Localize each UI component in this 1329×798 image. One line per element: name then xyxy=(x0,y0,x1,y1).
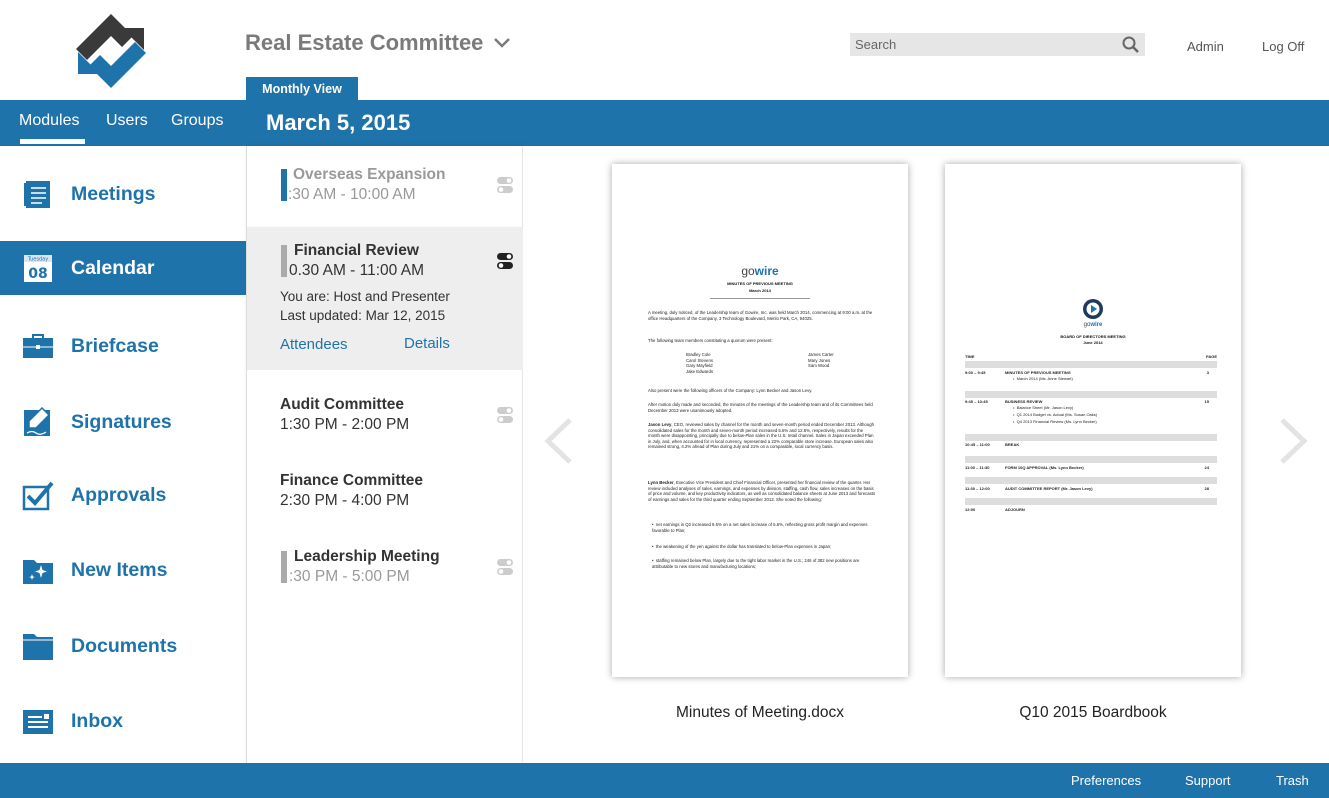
agenda-title: BUSINESS REVIEW xyxy=(1005,399,1043,404)
doc-text: net earnings in Q2 increased 9.5% on a net sales increase of 5.6%, reflecting gross profit margin and expenses favorable to Plan; xyxy=(652,522,868,533)
agenda-divider xyxy=(965,434,1217,441)
sidebar-item-label: Documents xyxy=(71,634,178,657)
doc-paragraph: A meeting, duly noticed, of the Leadership team of Gowire, Inc. was held March 2014, commencing at 9:00 a.m. at the office Headquarters of the Company, 3 Technology Boulevard, Menlo Park, CA, 94025. xyxy=(648,310,873,321)
doc-brand-logo xyxy=(612,264,908,278)
doc-brand-logo xyxy=(945,322,1241,328)
doc-paragraph xyxy=(648,480,876,502)
doc-paragraph: After motion duly made and seconded, the minutes of the meetings of the Leadership team and of its Committees held December 2013 were unanimously adopted. xyxy=(648,402,873,413)
meeting-title: Leadership Meeting xyxy=(294,548,440,565)
doc-person: Lynn Becker xyxy=(648,480,674,485)
doc-attendee: Sam Wood xyxy=(808,363,830,369)
sidebar-item-label: Briefcase xyxy=(71,334,159,357)
agenda-subitem: • Q4 2013 Financial Review (Ms. Lynn Becker) xyxy=(1013,419,1097,424)
meeting-item[interactable] xyxy=(247,538,523,598)
sidebar-item-meetings[interactable] xyxy=(0,167,246,221)
calendar-icon-month: Tuesday xyxy=(27,256,49,263)
agenda-page: 3 xyxy=(1206,370,1209,375)
document-carousel xyxy=(523,146,1329,763)
meeting-indicator xyxy=(281,245,287,277)
toggle-icon[interactable] xyxy=(497,253,513,269)
document-thumbnail[interactable] xyxy=(612,164,908,677)
meeting-updated: Last updated: Mar 12, 2015 xyxy=(280,308,446,323)
doc-divider xyxy=(710,298,810,299)
doc-subheading: March 2014 xyxy=(749,288,771,293)
meeting-title: Overseas Expansion xyxy=(293,166,446,183)
sidebar-item-label: Meetings xyxy=(71,182,156,205)
meeting-item[interactable] xyxy=(247,462,523,522)
agenda-time: 11:00 – 11:30 xyxy=(965,465,990,470)
doc-bullet: • net earnings in Q2 increased 9.5% on a net sales increase of 5.6%, reflecting gross profit margin and expenses favorable to Plan; xyxy=(652,522,868,533)
signature-icon xyxy=(22,406,54,438)
agenda-time: 9:00 – 9:45 xyxy=(965,370,986,375)
trash-link[interactable]: Trash xyxy=(1276,773,1309,788)
agenda-page: 28 xyxy=(1204,486,1209,491)
doc-heading: MINUTES OF PREVIOUS MEETING xyxy=(727,281,793,286)
agenda-page: 24 xyxy=(1204,465,1209,470)
doc-person: Jason Levy xyxy=(648,422,672,427)
doc-text: the weakening of the yen against the dollar has translated to below-Plan expenses in Japan; xyxy=(655,544,832,549)
sidebar-item-label: Inbox xyxy=(71,709,123,732)
doc-attendee-list xyxy=(686,352,766,374)
agenda-subitem-text: Q4 2013 Financial Review (Ms. Lynn Becker) xyxy=(1016,419,1097,424)
meeting-item[interactable] xyxy=(247,386,523,446)
agenda-row xyxy=(965,465,1217,470)
sidebar-item-briefcase[interactable] xyxy=(0,319,246,373)
agenda-title: AUDIT COMMITTEE REPORT (Mr. Jason Levy) xyxy=(1005,486,1093,491)
meeting-title: Finance Committee xyxy=(280,472,423,489)
agenda-page: 15 xyxy=(1204,399,1209,404)
preferences-link[interactable]: Preferences xyxy=(1071,773,1142,788)
active-tab-indicator xyxy=(20,139,85,144)
doc-attendee: Mary Jones xyxy=(808,357,831,363)
sidebar-item-label: New Items xyxy=(71,558,168,581)
sidebar-item-label: Calendar xyxy=(71,256,155,279)
doc-bullet: • staffing remained below Plan, largely due to the tight labor market in the U.S.; 246 of 382 new positions are attributable to new stores and manufacturing locations; xyxy=(652,558,860,569)
committee-selector[interactable] xyxy=(245,30,511,56)
attendees-link[interactable]: Attendees xyxy=(280,336,348,353)
agenda-divider xyxy=(965,456,1217,463)
doc-brand-post: wire xyxy=(1090,322,1103,328)
agenda-header xyxy=(965,354,1217,359)
sidebar-item-label: Signatures xyxy=(71,410,172,433)
doc-attendee: Bradley Cole xyxy=(686,352,711,357)
agenda-col-time: TIME xyxy=(965,354,975,359)
logoff-link[interactable]: Log Off xyxy=(1262,39,1305,54)
doc-paragraph: Also present were the following officers of the Company: Lynn Becker and Jason Levy. xyxy=(648,388,813,393)
support-link[interactable]: Support xyxy=(1185,773,1231,788)
meeting-title: Audit Committee xyxy=(280,396,404,413)
agenda-row xyxy=(965,442,1217,447)
tab-modules[interactable]: Modules xyxy=(19,112,80,129)
tab-users[interactable]: Users xyxy=(106,112,148,129)
agenda-col-page: PAGE xyxy=(1205,354,1217,359)
search-icon[interactable] xyxy=(1121,35,1141,55)
doc-text: staffing remained below Plan, largely due to the tight labor market in the U.S.; 246 of 382 new positions are attributable to new stores and manufacturing locations; xyxy=(652,558,860,569)
sidebar-item-inbox[interactable] xyxy=(0,694,246,748)
meeting-time: 2:30 PM - 4:00 PM xyxy=(280,492,410,509)
toggle-icon[interactable] xyxy=(497,407,513,423)
doc-attendee: Jake Edwards xyxy=(686,368,713,374)
agenda-divider xyxy=(965,498,1217,505)
approvals-icon xyxy=(22,479,54,511)
doc-brand-pre: go xyxy=(1083,322,1091,328)
sidebar-item-approvals[interactable] xyxy=(0,468,246,522)
meeting-item[interactable] xyxy=(247,156,523,226)
folder-icon xyxy=(22,630,54,662)
agenda-row xyxy=(965,486,1217,491)
agenda-row xyxy=(965,370,1217,375)
meeting-indicator xyxy=(281,551,287,583)
toggle-icon[interactable] xyxy=(497,559,513,575)
agenda-divider xyxy=(965,391,1217,398)
doc-paragraph xyxy=(648,422,876,450)
tab-groups[interactable]: Groups xyxy=(171,112,224,129)
details-link[interactable]: Details xyxy=(404,335,450,352)
agenda-subitem-text: Q1 2014 Budget vs. Actual (Ms. Susan Oaks) xyxy=(1016,412,1098,417)
meeting-time: :30 AM - 10:00 AM xyxy=(288,186,416,203)
doc-attendee-list xyxy=(808,352,888,369)
doc-bullet: • the weakening of the yen against the dollar has translated to below-Plan expenses in Japan; xyxy=(652,544,832,549)
agenda-subitem: • March 2014 (Ms. Anne Stewart) xyxy=(1013,376,1073,381)
sidebar-item-documents[interactable] xyxy=(0,619,246,673)
agenda-title: BREAK xyxy=(1005,442,1020,447)
doc-brand-post: wire xyxy=(754,264,779,278)
meeting-time: 1:30 PM - 2:00 PM xyxy=(280,416,410,433)
agenda-subitem-text: March 2014 (Ms. Anne Stewart) xyxy=(1016,376,1073,381)
document-name[interactable]: Q10 2015 Boardbook xyxy=(1019,704,1167,721)
tab-monthly-view[interactable]: Monthly View xyxy=(246,77,358,101)
agenda-title: FORM 10Q APPROVAL (Ms. Lynn Becker) xyxy=(1005,465,1084,470)
agenda-time: 11:30 – 12:00 xyxy=(965,486,990,491)
meeting-time: :30 PM - 5:00 PM xyxy=(289,568,410,585)
doc-brand-pre: go xyxy=(741,264,755,278)
doc-attendee: James Carter xyxy=(808,352,834,357)
doc-attendee: Carol Stevens xyxy=(686,357,713,363)
agenda-subitem: • Q1 2014 Budget vs. Actual (Ms. Susan Oaks) xyxy=(1013,412,1098,417)
chevron-down-icon xyxy=(493,37,511,49)
calendar-icon-day: 08 xyxy=(28,266,48,282)
agenda-subitem-text: Balance Sheet (Mr. Jason Levy) xyxy=(1016,405,1074,410)
meetings-list xyxy=(246,146,522,763)
agenda-time: 12:00 xyxy=(965,507,976,512)
agenda-divider xyxy=(965,361,1217,368)
agenda-time: 9:45 – 10:45 xyxy=(965,399,988,404)
chevron-right-icon[interactable] xyxy=(1276,416,1312,466)
chevron-left-icon[interactable] xyxy=(540,416,576,466)
committee-name: Real Estate Committee xyxy=(245,30,484,55)
sidebar xyxy=(0,146,246,763)
agenda-row xyxy=(965,399,1217,404)
agenda-title: ADJOURN xyxy=(1005,507,1025,512)
meeting-title: Financial Review xyxy=(294,242,419,259)
document-thumbnail[interactable] xyxy=(945,164,1241,677)
inbox-icon xyxy=(22,705,54,737)
doc-attendee: Gary Mayfield xyxy=(686,363,713,369)
sidebar-item-label: Approvals xyxy=(71,483,167,506)
meeting-item-selected[interactable] xyxy=(247,227,523,370)
search-box xyxy=(850,33,1145,56)
doc-paragraph: The following team members constituting a quorum were present: xyxy=(648,338,773,343)
calendar-icon xyxy=(22,252,54,284)
doc-text: , Executive Vice President and Chief Financial Officer, presented her financial review of the quarter. Her review included analyses of sales, earnings, and expenses by division, staffing, cash flow, sales increases on the basis of price and volume, and key productivity indicators, as well as consolidated balance sheets at June 2013 and forecasts of earnings and sales for the third quarter ending September 2013. She noted the following: xyxy=(648,480,876,502)
agenda-time: 10:45 – 11:00 xyxy=(965,442,990,447)
meeting-role: You are: Host and Presenter xyxy=(280,289,450,304)
agenda-divider xyxy=(965,477,1217,484)
sidebar-item-calendar[interactable] xyxy=(0,241,246,295)
agenda-title: MINUTES OF PREVIOUS MEETING xyxy=(1005,370,1071,375)
agenda-row xyxy=(965,507,1217,512)
meeting-indicator xyxy=(281,169,287,201)
doc-heading: BOARD OF DIRECTORS MEETING xyxy=(1060,334,1126,339)
meetings-icon xyxy=(22,178,54,210)
toggle-icon[interactable] xyxy=(497,177,513,193)
sidebar-item-signatures[interactable] xyxy=(0,395,246,449)
page-title: March 5, 2015 xyxy=(266,110,411,135)
document-name[interactable]: Minutes of Meeting.docx xyxy=(675,704,844,721)
agenda-subitem: • Balance Sheet (Mr. Jason Levy) xyxy=(1013,405,1074,410)
briefcase-icon xyxy=(22,330,54,362)
app-logo xyxy=(70,10,152,92)
sidebar-item-new-items[interactable] xyxy=(0,543,246,597)
doc-subheading: June 2014 xyxy=(1083,340,1103,345)
doc-text: , CEO, reviewed sales by channel for the month and seven-month period ended December 2013. Although consolidated sales for the month and seven-month period increased 5.6% and 12.5%, respectively, results for the month were disappointing, principally due to below-Plan sales in the U.S. retail channel. Sales in Japan exceeded Plan in July, and, when accounted for in local currency, represented a 22% comparable store increase. European sales also remained strong, 4.2% ahead of Plan during July and 21% on a comparable, local currency basis. xyxy=(648,422,874,450)
search-input[interactable] xyxy=(850,37,1115,52)
play-logo-icon xyxy=(1082,298,1104,320)
new-items-icon xyxy=(22,554,54,586)
admin-link[interactable]: Admin xyxy=(1187,39,1224,54)
meeting-time: 0.30 AM - 11:00 AM xyxy=(289,262,424,279)
